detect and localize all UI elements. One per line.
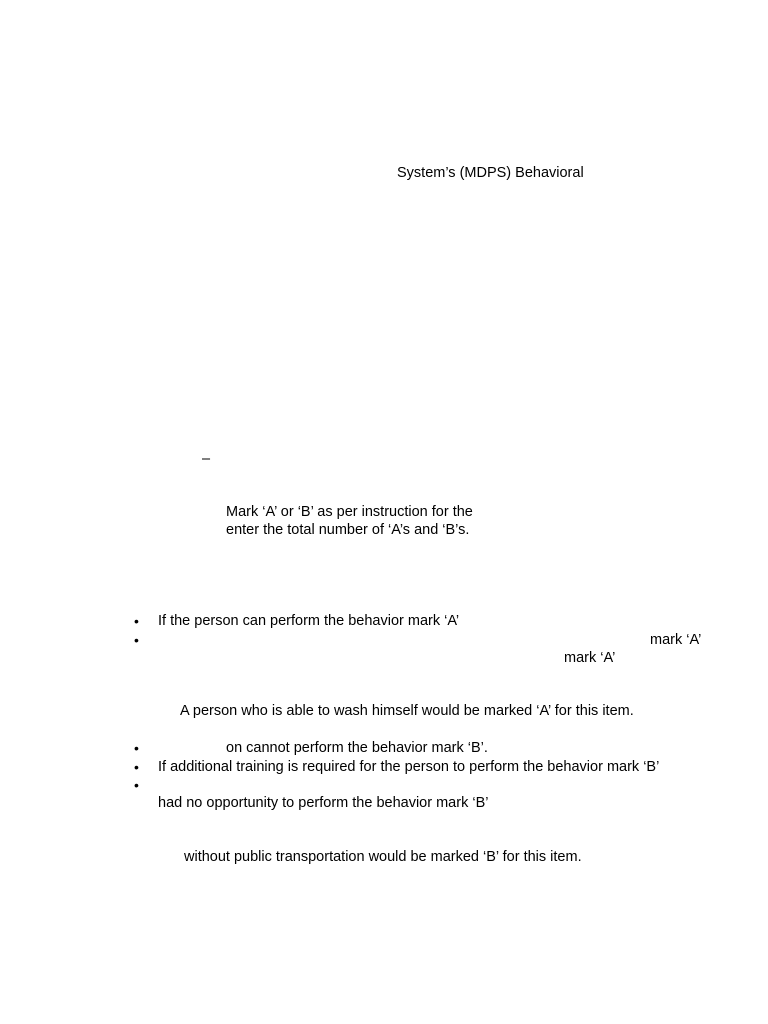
bullet-b-1: on cannot perform the behavior mark ‘B’. [226,740,488,756]
instruction-line-2: enter the total number of ‘A’s and ‘B’s. [226,522,470,538]
bullet-marker: • [134,632,139,648]
bullet-a-2-continuation: mark ‘A’ [564,650,616,666]
example-b: without public transportation would be marked ‘B’ for this item. [184,849,582,865]
instruction-line-1: Mark ‘A’ or ‘B’ as per instruction for the [226,504,473,520]
header-fragment: System’s (MDPS) Behavioral [397,165,584,181]
bullet-marker: • [134,777,139,793]
example-a: A person who is able to wash himself would be marked ‘A’ for this item. [180,703,634,719]
bullet-a-2-fragment: mark ‘A’ [650,632,702,648]
bullet-a-1: If the person can perform the behavior mark ‘A’ [158,613,460,629]
dash-mark: – [202,451,211,467]
bullet-b-3-continuation: had no opportunity to perform the behavior mark ‘B’ [158,795,489,811]
bullet-b-2: If additional training is required for the person to perform the behavior mark ‘B’ [158,759,660,775]
bullet-marker: • [134,613,139,629]
bullet-marker: • [134,759,139,775]
bullet-marker: • [134,740,139,756]
